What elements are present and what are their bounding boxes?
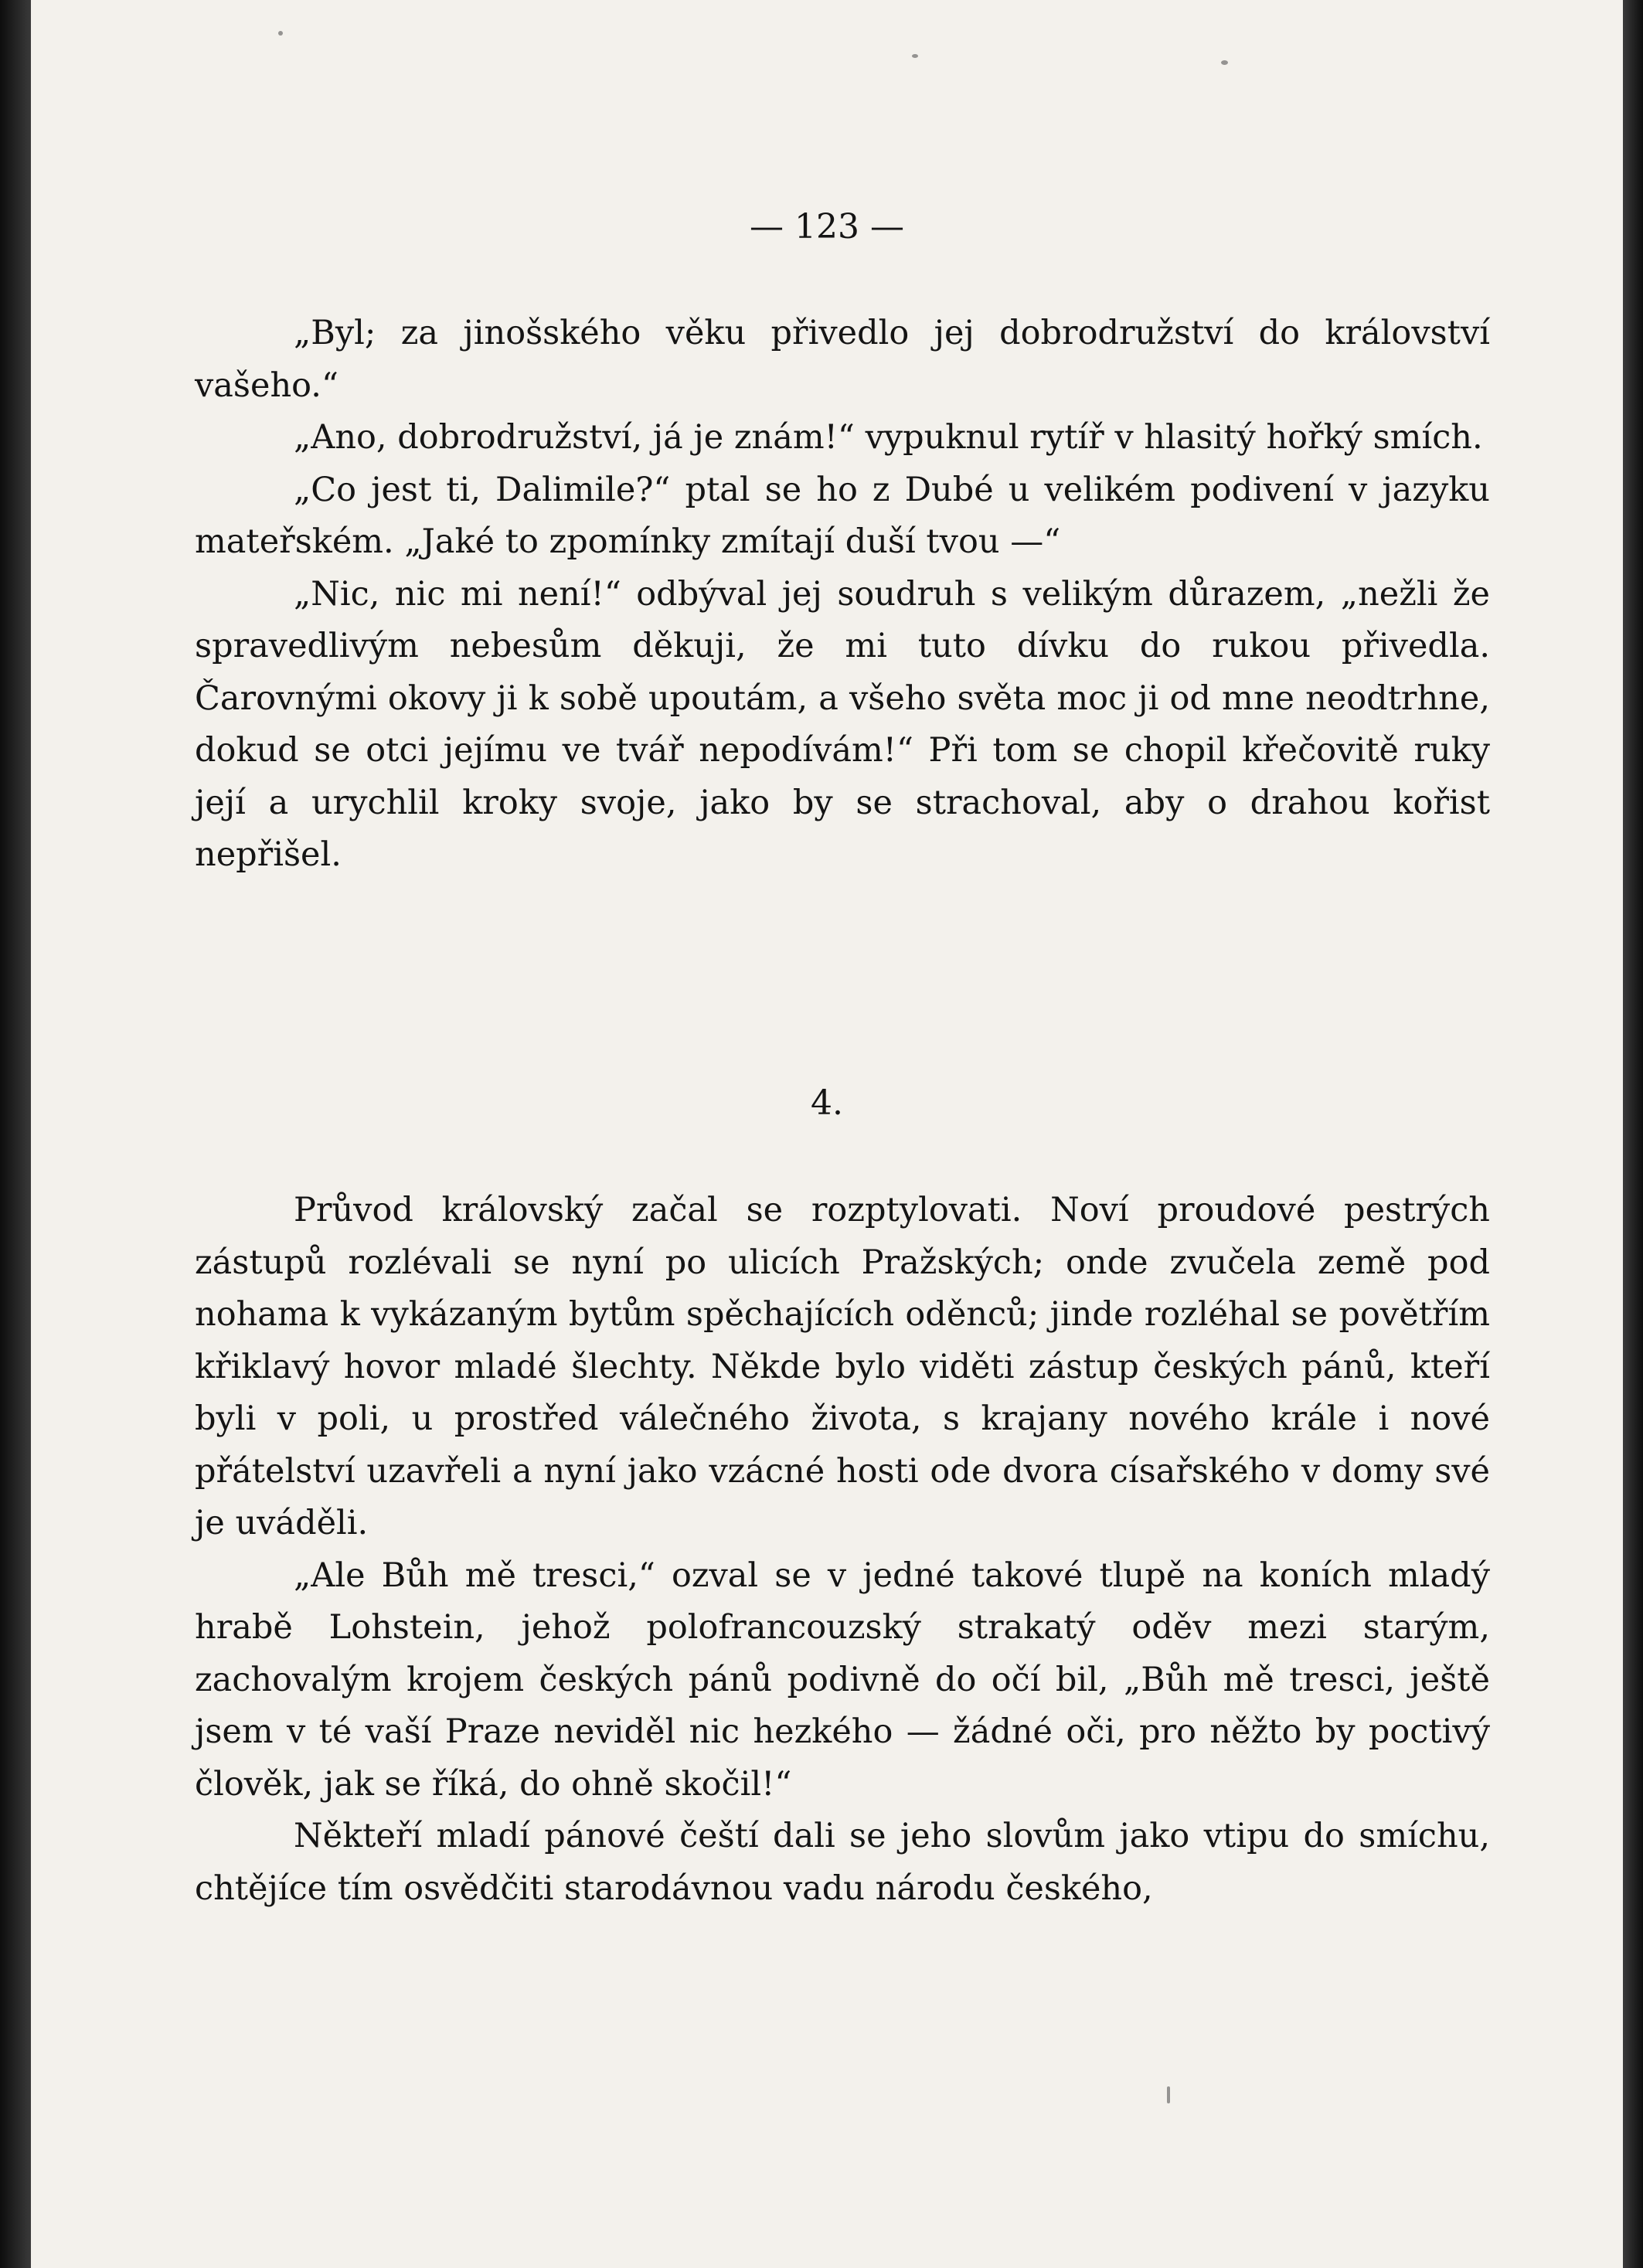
scan-edge-right <box>1623 0 1643 2268</box>
paragraph: „Ano, dobrodružství, já je znám!“ vypuknul rytíř v hlasitý hořký smích. <box>294 418 1483 457</box>
page-number: — 123 — <box>750 207 904 247</box>
paragraph: „Byl; za jinošského věku přivedlo jej dobrodružství do království vašeho.“ <box>195 314 1490 405</box>
scan-edge-left <box>0 0 31 2268</box>
text-block-bottom <box>195 1185 1490 1915</box>
print-speck <box>912 54 918 58</box>
paragraph: „Nic, nic mi není!“ odbýval jej soudruh s velikým důrazem, „nežli že spravedlivým nebesům děkuji, že mi tuto dívku do rukou přivedla. Čarovnými okovy ji k sobě upoutám, a všeho světa moc ji od mne neodtrhne, dokud se otci jejímu ve tvář nepodívám!“ Při tom se chopil křečovitě ruky její a urychlil kroky svoje, jako by se strachoval, aby o drahou kořist nepřišel. <box>195 574 1490 874</box>
text-block-top <box>195 308 1490 882</box>
paragraph: Průvod královský začal se rozptylovati. Noví proudové pestrých zástupů rozlévali se nyní po ulicích Pražských; onde zvučela země pod nohama k vykázaným bytům spěchajících oděnců; jinde rozléhal se povětřím křiklavý hovor mladé šlechty. Někde bylo viděti zástup českých pánů, kteří byli v poli, u prostřed válečného života, s krajany nového krále i nové přátelství uzavřeli a nyní jako vzácné hosti ode dvora císařského v domy své je uváděli. <box>195 1191 1490 1542</box>
book-page <box>31 0 1623 2268</box>
print-speck <box>278 31 283 36</box>
print-speck <box>1167 2086 1170 2103</box>
paragraph: Někteří mladí pánové čeští dali se jeho slovům jako vtipu do smíchu, chtějíce tím osvědčiti starodávnou vadu národu českého, <box>195 1817 1490 1908</box>
paragraph: „Ale Bůh mě tresci,“ ozval se v jedné takové tlupě na koních mladý hrabě Lohstein, jehož polofrancouzský strakatý oděv mezi starým, zachovalým krojem českých pánů podivně do očí bil, „Bůh mě tresci, ještě jsem v té vaší Praze neviděl nic hezkého — žádné oči, pro něžto by poctivý člověk, jak se říká, do ohně skočil!“ <box>195 1556 1490 1804</box>
section-number: 4. <box>811 1083 843 1123</box>
paragraph: „Co jest ti, Dalimile?“ ptal se ho z Dubé u velikém podivení v jazyku mateřském. „Jaké to zpomínky zmítají duší tvou —“ <box>195 470 1490 561</box>
print-speck <box>1221 60 1228 65</box>
